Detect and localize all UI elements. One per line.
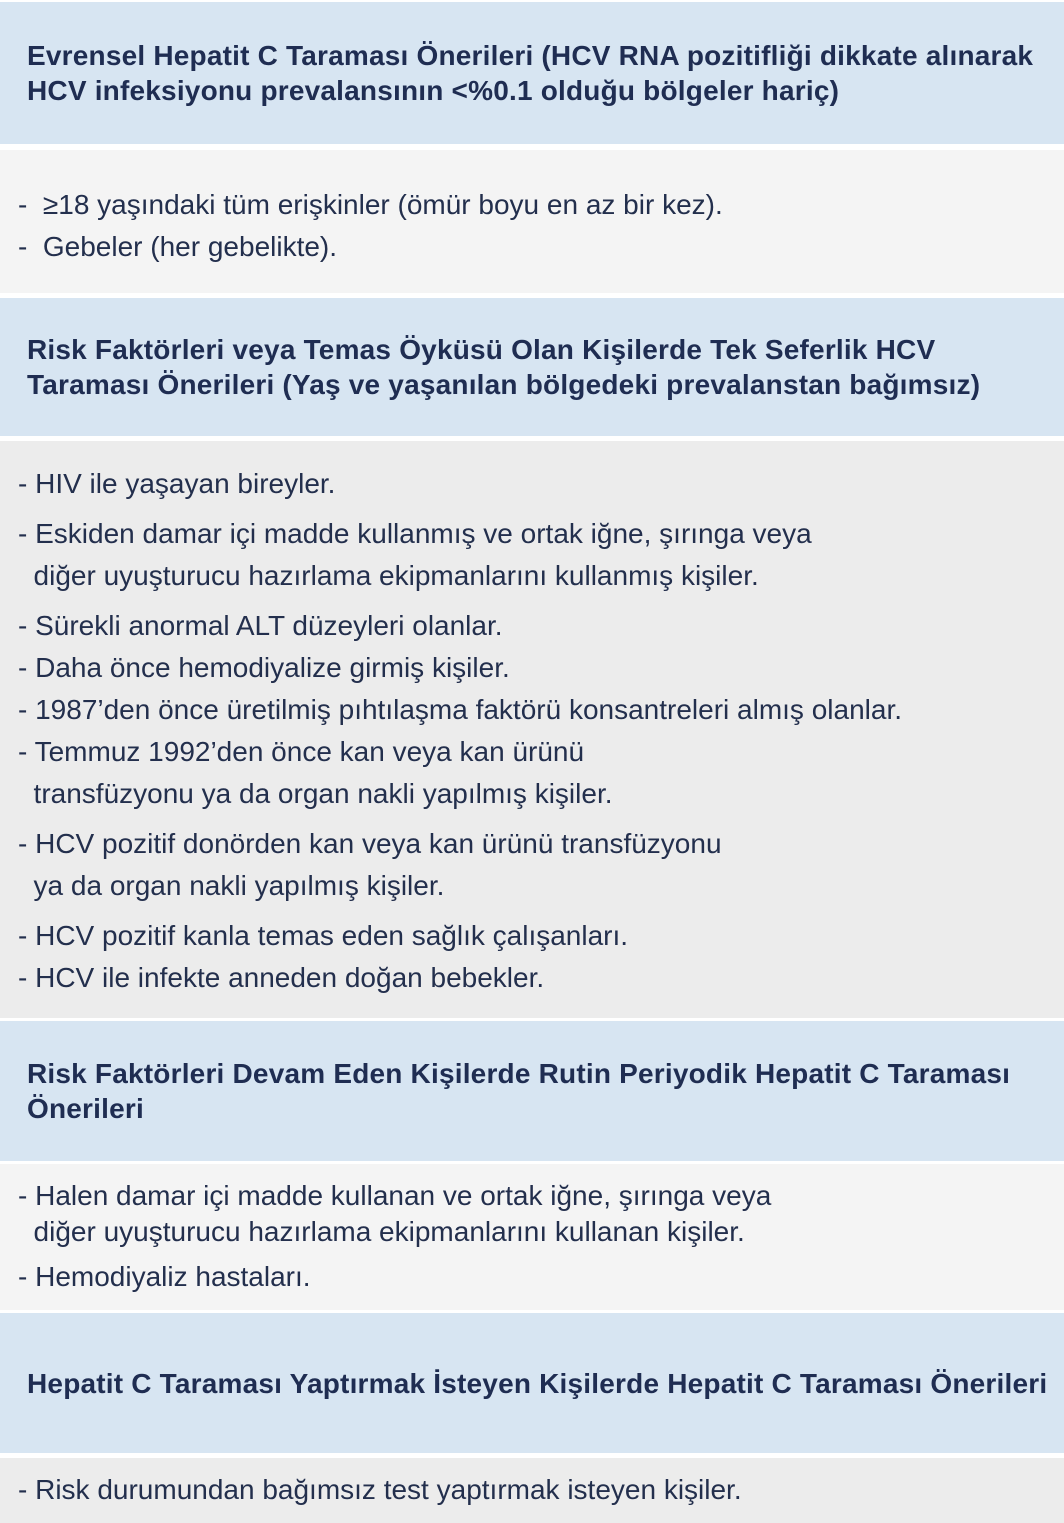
section-body-periodic-screening — [0, 1164, 1064, 1310]
list-item: - Daha önce hemodiyalize girmiş kişiler. — [18, 652, 510, 683]
section-header-on-request-screening — [0, 1313, 1064, 1453]
section-title: Evrensel Hepatit C Taraması Önerileri (HCV RNA pozitifliği dikkate alınarak HCV infeksiyonu prevalansının <%0.1 olduğu bölgeler hariç) — [27, 40, 1034, 106]
list-item: - Temmuz 1992’den önce kan veya kan ürünü transfüzyonu ya da organ nakli yapılmış kişiler. — [18, 736, 613, 809]
list-item: - Risk durumundan bağımsız test yaptırmak isteyen kişiler. — [18, 1474, 742, 1505]
section-header-one-time-screening — [0, 298, 1064, 436]
list-item: - HCV pozitif donörden kan veya kan ürünü transfüzyonu ya da organ nakli yapılmış kişiler. — [18, 828, 722, 901]
list-item: - HCV pozitif kanla temas eden sağlık çalışanları. — [18, 920, 629, 951]
section-header-universal-screening — [0, 2, 1064, 144]
list-item: - Eskiden damar içi madde kullanmış ve ortak iğne, şırınga veya diğer uyuşturucu hazırlama ekipmanlarını kullanmış kişiler. — [18, 518, 812, 591]
section-body-universal-screening — [0, 150, 1064, 293]
section-body-one-time-screening — [0, 441, 1064, 1018]
list-item: - ≥18 yaşındaki tüm erişkinler (ömür boyu en az bir kez). — [18, 189, 723, 220]
list-item: - HIV ile yaşayan bireyler. — [18, 468, 336, 499]
list-item: - HCV ile infekte anneden doğan bebekler. — [18, 962, 545, 993]
section-title: Hepatit C Taraması Yaptırmak İsteyen Kişilerde Hepatit C Taraması Önerileri — [27, 1367, 1048, 1399]
section-header-periodic-screening — [0, 1021, 1064, 1161]
section-title: Risk Faktörleri Devam Eden Kişilerde Rutin Periyodik Hepatit C Taraması Önerileri — [27, 1058, 1011, 1124]
list-item: - Sürekli anormal ALT düzeyleri olanlar. — [18, 610, 503, 641]
list-item: - Gebeler (her gebelikte). — [18, 231, 338, 262]
list-item: - Halen damar içi madde kullanan ve ortak iğne, şırınga veya diğer uyuşturucu hazırlama ekipmanlarını kullanan kişiler. — [18, 1180, 772, 1247]
list-item: - Hemodiyaliz hastaları. — [18, 1261, 311, 1292]
list-item: - 1987’den önce üretilmiş pıhtılaşma faktörü konsantreleri almış olanlar. — [18, 694, 902, 725]
section-body-on-request-screening — [0, 1458, 1064, 1523]
section-title: Risk Faktörleri veya Temas Öyküsü Olan Kişilerde Tek Seferlik HCV Taraması Önerileri (Yaş ve yaşanılan bölgedeki prevalanstan bağımsız) — [27, 334, 981, 400]
